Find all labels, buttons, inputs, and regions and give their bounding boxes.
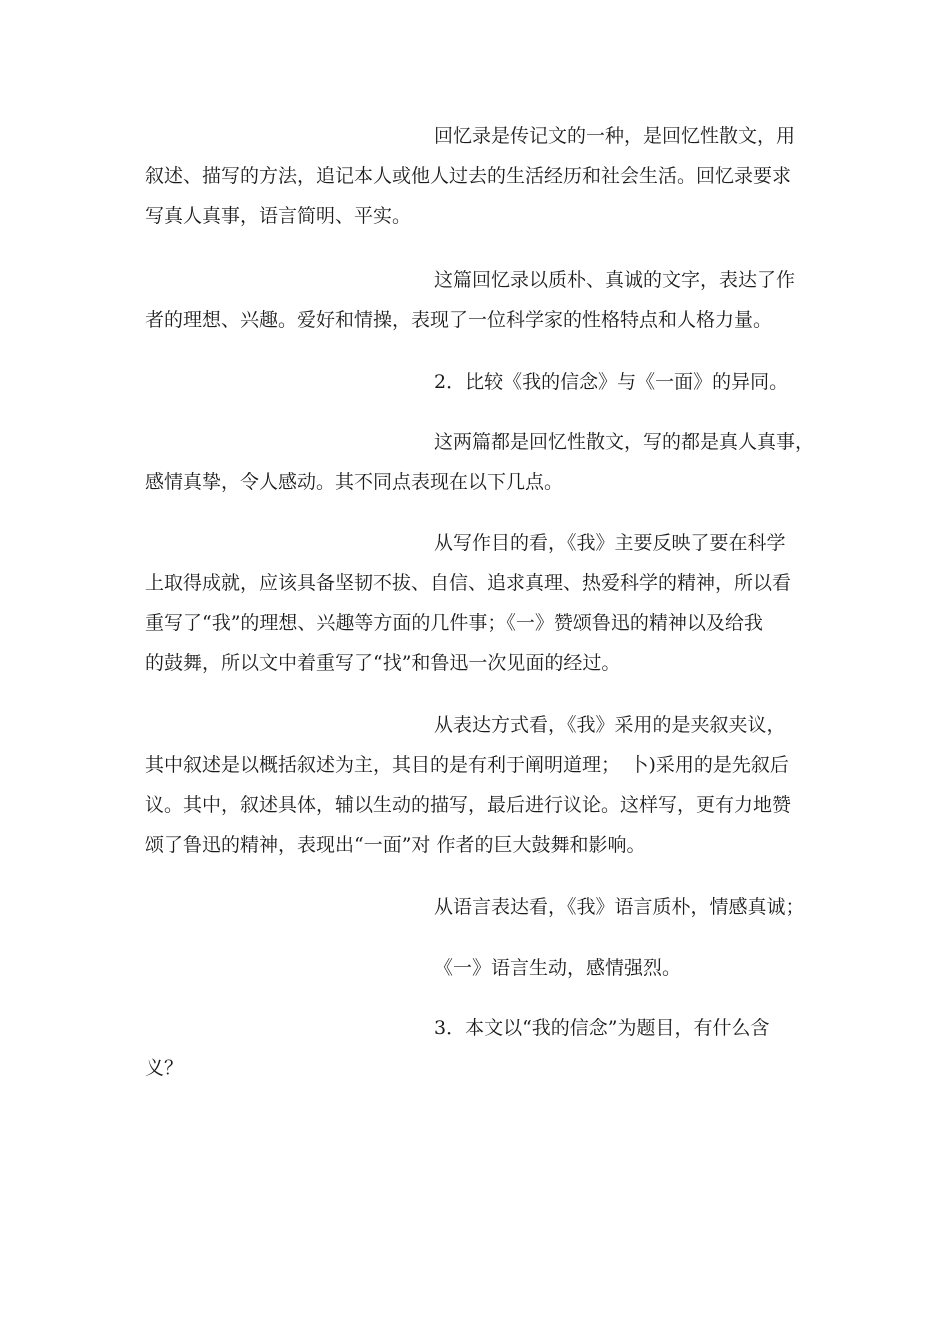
- paragraph-language-contrast: [145, 948, 825, 988]
- text-line: 回忆录是传记文的一种，是回忆性散文，用: [434, 125, 796, 147]
- text-line: 感情真挚，令人感动。其不同点表现在以下几点。: [145, 471, 564, 493]
- paragraph-memoir-summary: [145, 260, 825, 340]
- question-2: [145, 362, 825, 402]
- text-line: 的鼓舞，所以文中着重写了“找”和鲁迅一次见面的经过。: [145, 652, 621, 674]
- text-line: 叙述、描写的方法，追记本人或他人过去的生活经历和社会生活。回忆录要求: [145, 165, 792, 187]
- text-line: 这篇回忆录以质朴、真诚的文字，表达了作: [434, 269, 796, 291]
- paragraph-memoir-definition: [145, 116, 825, 236]
- text-line: 重写了“我”的理想、兴趣等方面的几件事；《一》赞颂鲁迅的精神以及给我: [145, 612, 763, 634]
- text-line: 3．本文以“我的信念”为题目，有什么含: [434, 1017, 770, 1039]
- text-line: 从语言表达看，《我》语言质朴，情感真诚；: [434, 896, 805, 918]
- text-line: 颂了鲁迅的精神，表现出“一面”对 作者的巨大鼓舞和影响。: [145, 834, 646, 856]
- text-line: 《一》语言生动，感情强烈。: [434, 957, 682, 979]
- text-line: 义？: [145, 1057, 184, 1079]
- text-line: 这两篇都是回忆性散文，写的都是真人真事，: [434, 431, 815, 453]
- question-3: [145, 1008, 825, 1088]
- text-line: 其中叙述是以概括叙述为主，其目的是有利于阐明道理； 卜)采用的是先叙后: [145, 754, 789, 776]
- paragraph-writing-purpose: [145, 523, 825, 683]
- text-line: 上取得成就，应该具备坚韧不拔、自信、追求真理、热爱科学的精神，所以看: [145, 572, 792, 594]
- paragraph-language-expression: [145, 887, 825, 927]
- text-line: 议。其中，叙述具体，辅以生动的描写，最后进行议论。这样写，更有力地赞: [145, 794, 792, 816]
- paragraph-expression-mode: [145, 705, 825, 865]
- paragraph-similarities: [145, 422, 825, 502]
- text-line: 者的理想、兴趣。爱好和情操，表现了一位科学家的性格特点和人格力量。: [145, 309, 773, 331]
- text-line: 从写作目的看，《我》主要反映了要在科学: [434, 532, 786, 554]
- text-line: 从表达方式看，《我》采用的是夹叙夹议，: [434, 714, 786, 736]
- text-line: 写真人真事，语言简明、平实。: [145, 205, 412, 227]
- text-line: 2．比较《我的信念》与《一面》的异同。: [434, 371, 789, 393]
